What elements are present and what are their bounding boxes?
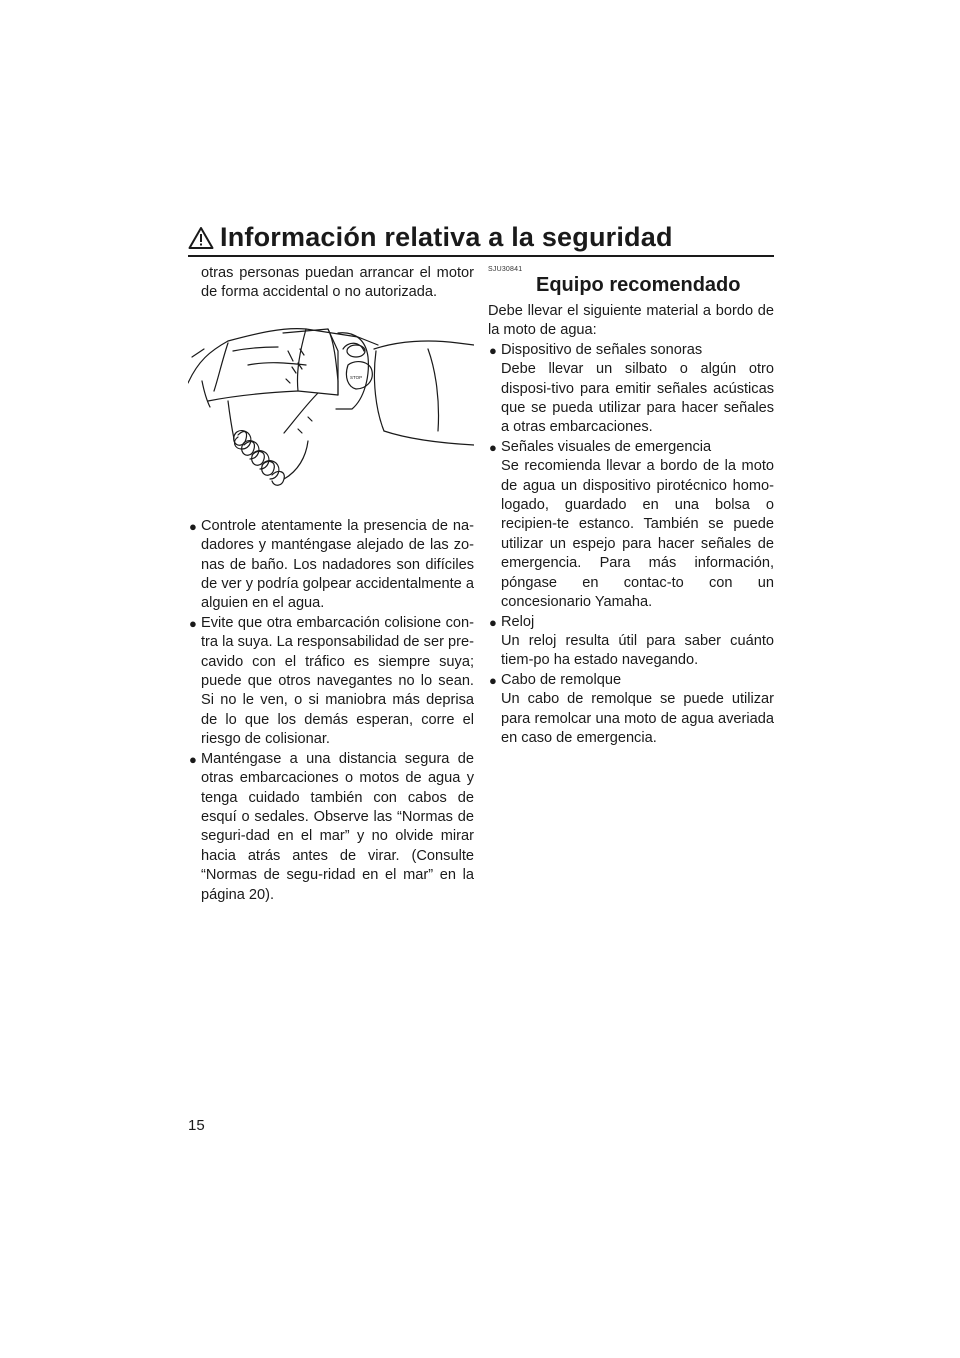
bullet-icon: ● xyxy=(489,614,497,630)
item-title: Señales visuales de emergencia xyxy=(501,438,712,455)
item-title: Dispositivo de señales sonoras xyxy=(501,341,703,358)
safety-bullet-list xyxy=(188,517,474,905)
list-item xyxy=(488,613,774,671)
item-text: Un reloj resulta útil para saber cuánto tiem-po ha estado navegando. xyxy=(501,632,774,669)
item-title: Cabo de remolque xyxy=(501,671,622,688)
list-item: ● Manténgase a una distancia segura de otras embarcaciones o motos de agua y tenga cuidado también con cabos de esquí o sedales. Observe las “Normas de seguri-dad en el mar” y no olvide mirar hacia atrás antes de virar. (Consulte “Normas de segu-ridad en el mar” en la página 20). xyxy=(189,750,474,903)
list-item xyxy=(488,671,774,749)
list-item xyxy=(488,438,774,613)
intro-continuation: otras personas puedan arrancar el motor de forma accidental o no autorizada. xyxy=(201,265,474,301)
bullet-icon: ● xyxy=(489,439,497,455)
section-code: SJU30841 xyxy=(488,266,523,273)
list-item xyxy=(488,341,774,438)
list-item: ● Controle atentamente la presencia de na-dadores y manténgase alejado de las zo-nas de baño. Los nadadores son difíciles de ver y podría golpear accidentalmente a alguien en el agua. xyxy=(189,517,474,612)
right-column xyxy=(488,264,774,748)
wrist-lanyard-illustration xyxy=(188,321,474,501)
page-number: 15 xyxy=(188,1117,205,1134)
bullet-icon: ● xyxy=(189,751,197,767)
equipment-list xyxy=(488,341,774,749)
item-text: Debe llevar un silbato o algún otro disposi-tivo para emitir señales acústicas que se pueda utilizar para hacer señales a otras embarcaciones. xyxy=(501,361,774,436)
item-text: Se recomienda llevar a bordo de la moto de agua un dispositivo pirotécnico homo-logado, guardado en una bolsa o recipien-te estanco. También se puede utilizar un espejo para hacer señales de emergencia. Para más información, póngase en contac-to con un concesionario Yamaha. xyxy=(501,458,774,611)
warning-triangle-icon xyxy=(188,226,214,250)
bullet-icon: ● xyxy=(489,672,497,688)
left-column xyxy=(188,264,474,905)
section-intro: Debe llevar el siguiente material a bordo de la moto de agua: xyxy=(488,303,774,339)
item-title: Reloj xyxy=(501,613,535,630)
header-rule xyxy=(188,255,774,257)
section-title: Equipo recomendado xyxy=(536,274,741,296)
bullet-icon: ● xyxy=(189,518,197,534)
bullet-icon: ● xyxy=(189,615,197,631)
bullet-icon: ● xyxy=(489,342,497,358)
page-header xyxy=(188,222,774,258)
item-text: Un cabo de remolque se puede utilizar para remolcar una moto de agua averiada en caso de emergencia. xyxy=(501,691,774,746)
list-item: ● Evite que otra embarcación colisione con-tra la suya. La responsabilidad de ser pre-cavido con el tráfico es siempre suya; puede que otros navegantes no lo sean. Si no le ven, o si maniobra más deprisa de lo que los demás esperan, corre el riesgo de colisionar. xyxy=(189,614,474,748)
stop-switch-label: STOP xyxy=(350,374,363,380)
page-title: Información relativa a la seguridad xyxy=(220,222,673,252)
